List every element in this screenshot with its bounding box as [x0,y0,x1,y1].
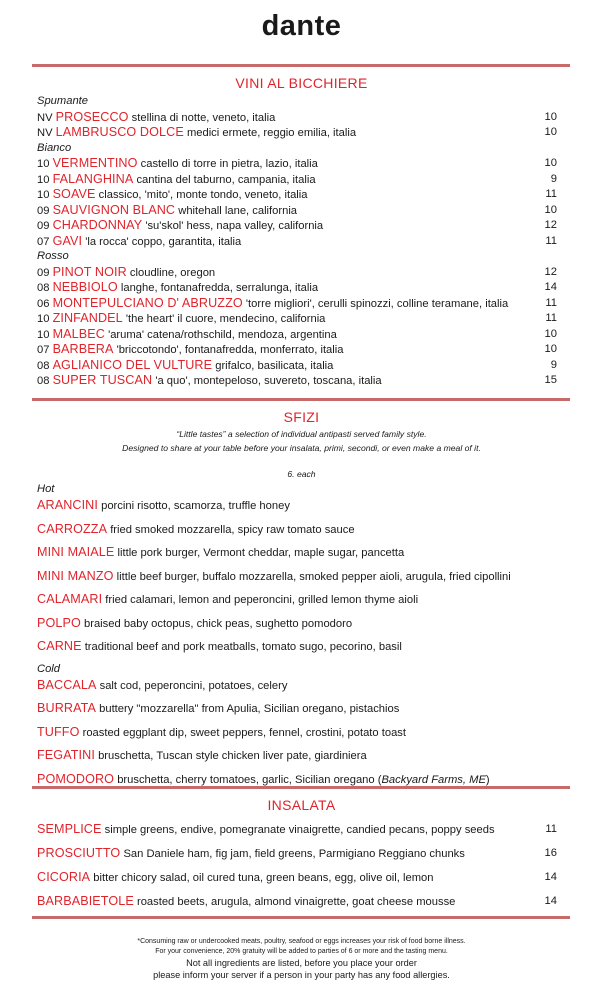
wine-description: classico, 'mito', monte tondo, veneto, italia [98,189,308,201]
wine-price: 11 [545,188,557,200]
wine-price: 12 [544,265,557,278]
sfizi-heading: SFIZI [283,409,320,425]
dish-name: CARNE [37,639,82,653]
wine-item [37,110,557,126]
sfizi-subtitle-line: “Little tastes” a selection of individual antipasti served family style. [176,429,427,439]
wine-category: Spumante [37,95,88,107]
footer-line: Not all ingredients are listed, before you place your order [186,958,417,968]
sfizi-item [37,677,557,701]
wine-description: medici ermete, reggio emilia, italia [186,127,357,139]
wine-description: 'briccotondo', fontanafredda, monferrato, italia [116,344,344,356]
dish-source: Backyard Farms, ME [381,773,486,786]
sfizi-category: Cold [37,662,61,675]
footer-notes [0,937,603,981]
sfizi-item [37,615,557,639]
wine-item [37,373,557,389]
wine-item [37,265,557,281]
wine-item [37,218,557,234]
dish-description: salt cod, peperoncini, potatoes, celery [99,679,288,692]
wine-category: Rosso [37,250,69,262]
dish-name: MINI MANZO [37,568,114,583]
wine-name: GAVI [52,233,83,248]
wine-vintage: 08 [37,282,50,294]
footer-line: please inform your server if a person in your party has any food allergies. [153,970,450,980]
wine-name: CHARDONNAY [52,218,143,232]
wine-description: langhe, fontanafredda, serralunga, italia [120,282,319,294]
insalata-item [37,821,557,845]
dish-name: TUFFO [37,724,80,739]
dish-description: traditional beef and pork meatballs, tomato sugo, pecorino, basil [84,641,402,653]
insalata-item [37,845,557,869]
wine-description: 'the heart' il cuore, mendecino, california [125,313,326,325]
dish-name: POMODORO [37,771,115,786]
wine-item [37,203,557,219]
wine-price: 10 [544,126,557,138]
sfizi-item [37,568,557,592]
wine-name: BARBERA [52,342,114,356]
sfizi-subtitle [0,427,603,455]
wine-name: MONTEPULCIANO D' ABRUZZO [52,295,243,310]
wine-vintage: 10 [37,189,50,201]
wine-name: SAUVIGNON BLANC [52,202,176,217]
wine-name: MALBEC [52,326,105,341]
wine-vintage: 07 [37,235,50,248]
wine-price: 10 [544,327,557,340]
sfizi-list [37,482,557,794]
wine-name: SOAVE [52,187,96,201]
wine-vintage: 10 [37,313,50,325]
dish-description-end: ) [485,773,490,786]
wine-item [37,172,557,188]
divider [32,64,570,67]
wine-vintage: NV [37,111,53,124]
wine-item [37,358,557,374]
sfizi-item [37,544,557,568]
dish-name: POLPO [37,615,81,630]
wine-list [37,94,557,389]
wine-item [37,187,557,203]
wine-category: Bianco [37,141,72,154]
footer-line: *Consuming raw or undercooked meats, poultry, seafood or eggs increases your risk of food borne illness. [137,938,466,945]
sfizi-item [37,771,557,795]
wine-item [37,296,557,312]
wine-price: 10 [544,110,557,123]
sfizi-category: Hot [37,483,55,495]
wine-vintage: 10 [37,328,50,341]
divider [32,916,570,919]
wine-item [37,342,557,358]
restaurant-title: dante [261,10,342,42]
wine-price: 12 [544,219,557,231]
wine-price: 9 [550,172,557,185]
sfizi-item [37,521,557,545]
wine-vintage: 09 [37,204,50,217]
wine-name: FALANGHINA [52,171,134,186]
dish-description: simple greens, endive, pomegranate vinaigrette, candied pecans, poppy seeds [104,824,495,836]
sfizi-subtitle-line: Designed to share at your table before your insalata, primi, secondi, or even make a meal of it. [122,443,481,453]
wine-description: 'su'skol' hess, napa valley, california [145,220,324,232]
wine-description: 'la rocca' coppo, garantita, italia [85,235,242,248]
wine-description: grifalco, basilicata, italia [215,359,334,372]
dish-description: bitter chicory salad, oil cured tuna, green beans, egg, olive oil, lemon [93,872,434,884]
wine-name: VERMENTINO [52,156,138,170]
dish-description: bruschetta, Tuscan style chicken liver pate, giardiniera [98,750,367,762]
dish-name: CICORIA [37,870,91,884]
sfizi-item [37,747,557,771]
wine-name: LAMBRUSCO DOLCE [55,125,184,139]
dish-name: MINI MAIALE [37,545,115,559]
sfizi-item [37,700,557,724]
dish-price: 14 [544,895,557,907]
dish-name: CALAMARI [37,592,103,606]
insalata-list [37,821,557,917]
wine-description: 'aruma' catena/rothschild, mendoza, argentina [108,328,337,341]
wine-price: 14 [544,281,557,293]
sfizi-item [37,591,557,615]
wine-description: cantina del taburno, campania, italia [136,173,316,186]
divider [32,786,570,789]
dish-description: San Daniele ham, fig jam, field greens, Parmigiano Reggiano chunks [123,848,465,860]
wine-price: 9 [550,358,557,371]
dish-description: bruschetta, cherry tomatoes, garlic, Sicilian oregano ( [117,773,382,786]
wine-item [37,311,557,327]
dish-price: 16 [544,847,557,859]
wine-item [37,234,557,250]
sfizi-item [37,497,557,521]
wine-vintage: 08 [37,359,50,372]
dish-description: roasted beets, arugula, almond vinaigrette, goat cheese mousse [136,896,456,908]
wine-item [37,156,557,172]
dish-description: buttery "mozzarella" from Apulia, Sicilian oregano, pistachios [99,703,400,715]
wine-price: 10 [544,157,557,169]
wine-vintage: 06 [37,297,50,310]
dish-description: fried smoked mozzarella, spicy raw tomato sauce [110,523,355,536]
wine-description: 'a quo', montepeloso, suvereto, toscana, italia [155,375,382,387]
sfizi-price-note: 6. each [287,469,316,479]
wine-vintage: 09 [37,266,50,279]
wine-item [37,125,557,141]
wine-price: 15 [544,374,557,386]
wine-vintage: 07 [37,344,50,356]
wine-item [37,280,557,296]
sfizi-item [37,724,557,748]
wine-name: ZINFANDEL [52,311,123,325]
dish-name: CARROZZA [37,521,108,536]
dish-description: braised baby octopus, chick peas, sughetto pomodoro [84,617,353,630]
dish-name: ARANCINI [37,498,98,512]
wine-vintage: 09 [37,220,50,232]
wine-heading: VINI AL BICCHIERE [235,75,368,91]
dish-description: little beef burger, buffalo mozzarella, smoked pepper aioli, arugula, fried cipollini [116,570,511,583]
wine-vintage: 08 [37,375,50,387]
wine-price: 11 [545,296,557,309]
dish-name: PROSCIUTTO [37,846,121,860]
wine-price: 10 [544,343,557,355]
wine-description: castello di torre in pietra, lazio, italia [140,158,318,170]
sfizi-item [37,638,557,662]
wine-description: 'torre migliori', cerulli spinozzi, colline teramane, italia [245,297,509,310]
wine-description: cloudline, oregon [129,266,216,279]
divider [32,398,570,401]
wine-name: AGLIANICO DEL VULTURE [52,357,213,372]
insalata-heading: INSALATA [267,797,336,813]
insalata-item [37,893,557,917]
wine-price: 11 [545,312,557,324]
dish-name: BACCALA [37,677,97,692]
dish-name: FEGATINI [37,748,95,762]
wine-vintage: 10 [37,158,50,170]
wine-vintage: NV [37,127,53,139]
insalata-item [37,869,557,893]
dish-description: fried calamari, lemon and peperoncini, grilled lemon thyme aioli [105,594,419,606]
wine-description: stellina di notte, veneto, italia [131,111,276,124]
wine-item [37,327,557,343]
dish-name: BURRATA [37,701,97,715]
wine-price: 11 [545,234,557,247]
wine-name: PROSECCO [55,109,129,124]
wine-name: NEBBIOLO [52,280,118,294]
wine-name: SUPER TUSCAN [52,373,153,387]
wine-name: PINOT NOIR [52,264,127,279]
dish-description: porcini risotto, scamorza, truffle honey [101,500,290,512]
dish-price: 14 [544,871,557,883]
dish-description: roasted eggplant dip, sweet peppers, fennel, crostini, potato toast [82,726,406,739]
wine-vintage: 10 [37,173,50,186]
footer-line: For your convenience, 20% gratuity will be added to parties of 6 or more and the tasting menu. [155,948,448,955]
dish-name: BARBABIETOLE [37,894,134,908]
dish-name: SEMPLICE [37,822,102,836]
wine-price: 10 [544,203,557,216]
dish-description: little pork burger, Vermont cheddar, maple sugar, pancetta [117,547,405,559]
dish-price: 11 [545,823,557,835]
wine-description: whitehall lane, california [178,204,298,217]
